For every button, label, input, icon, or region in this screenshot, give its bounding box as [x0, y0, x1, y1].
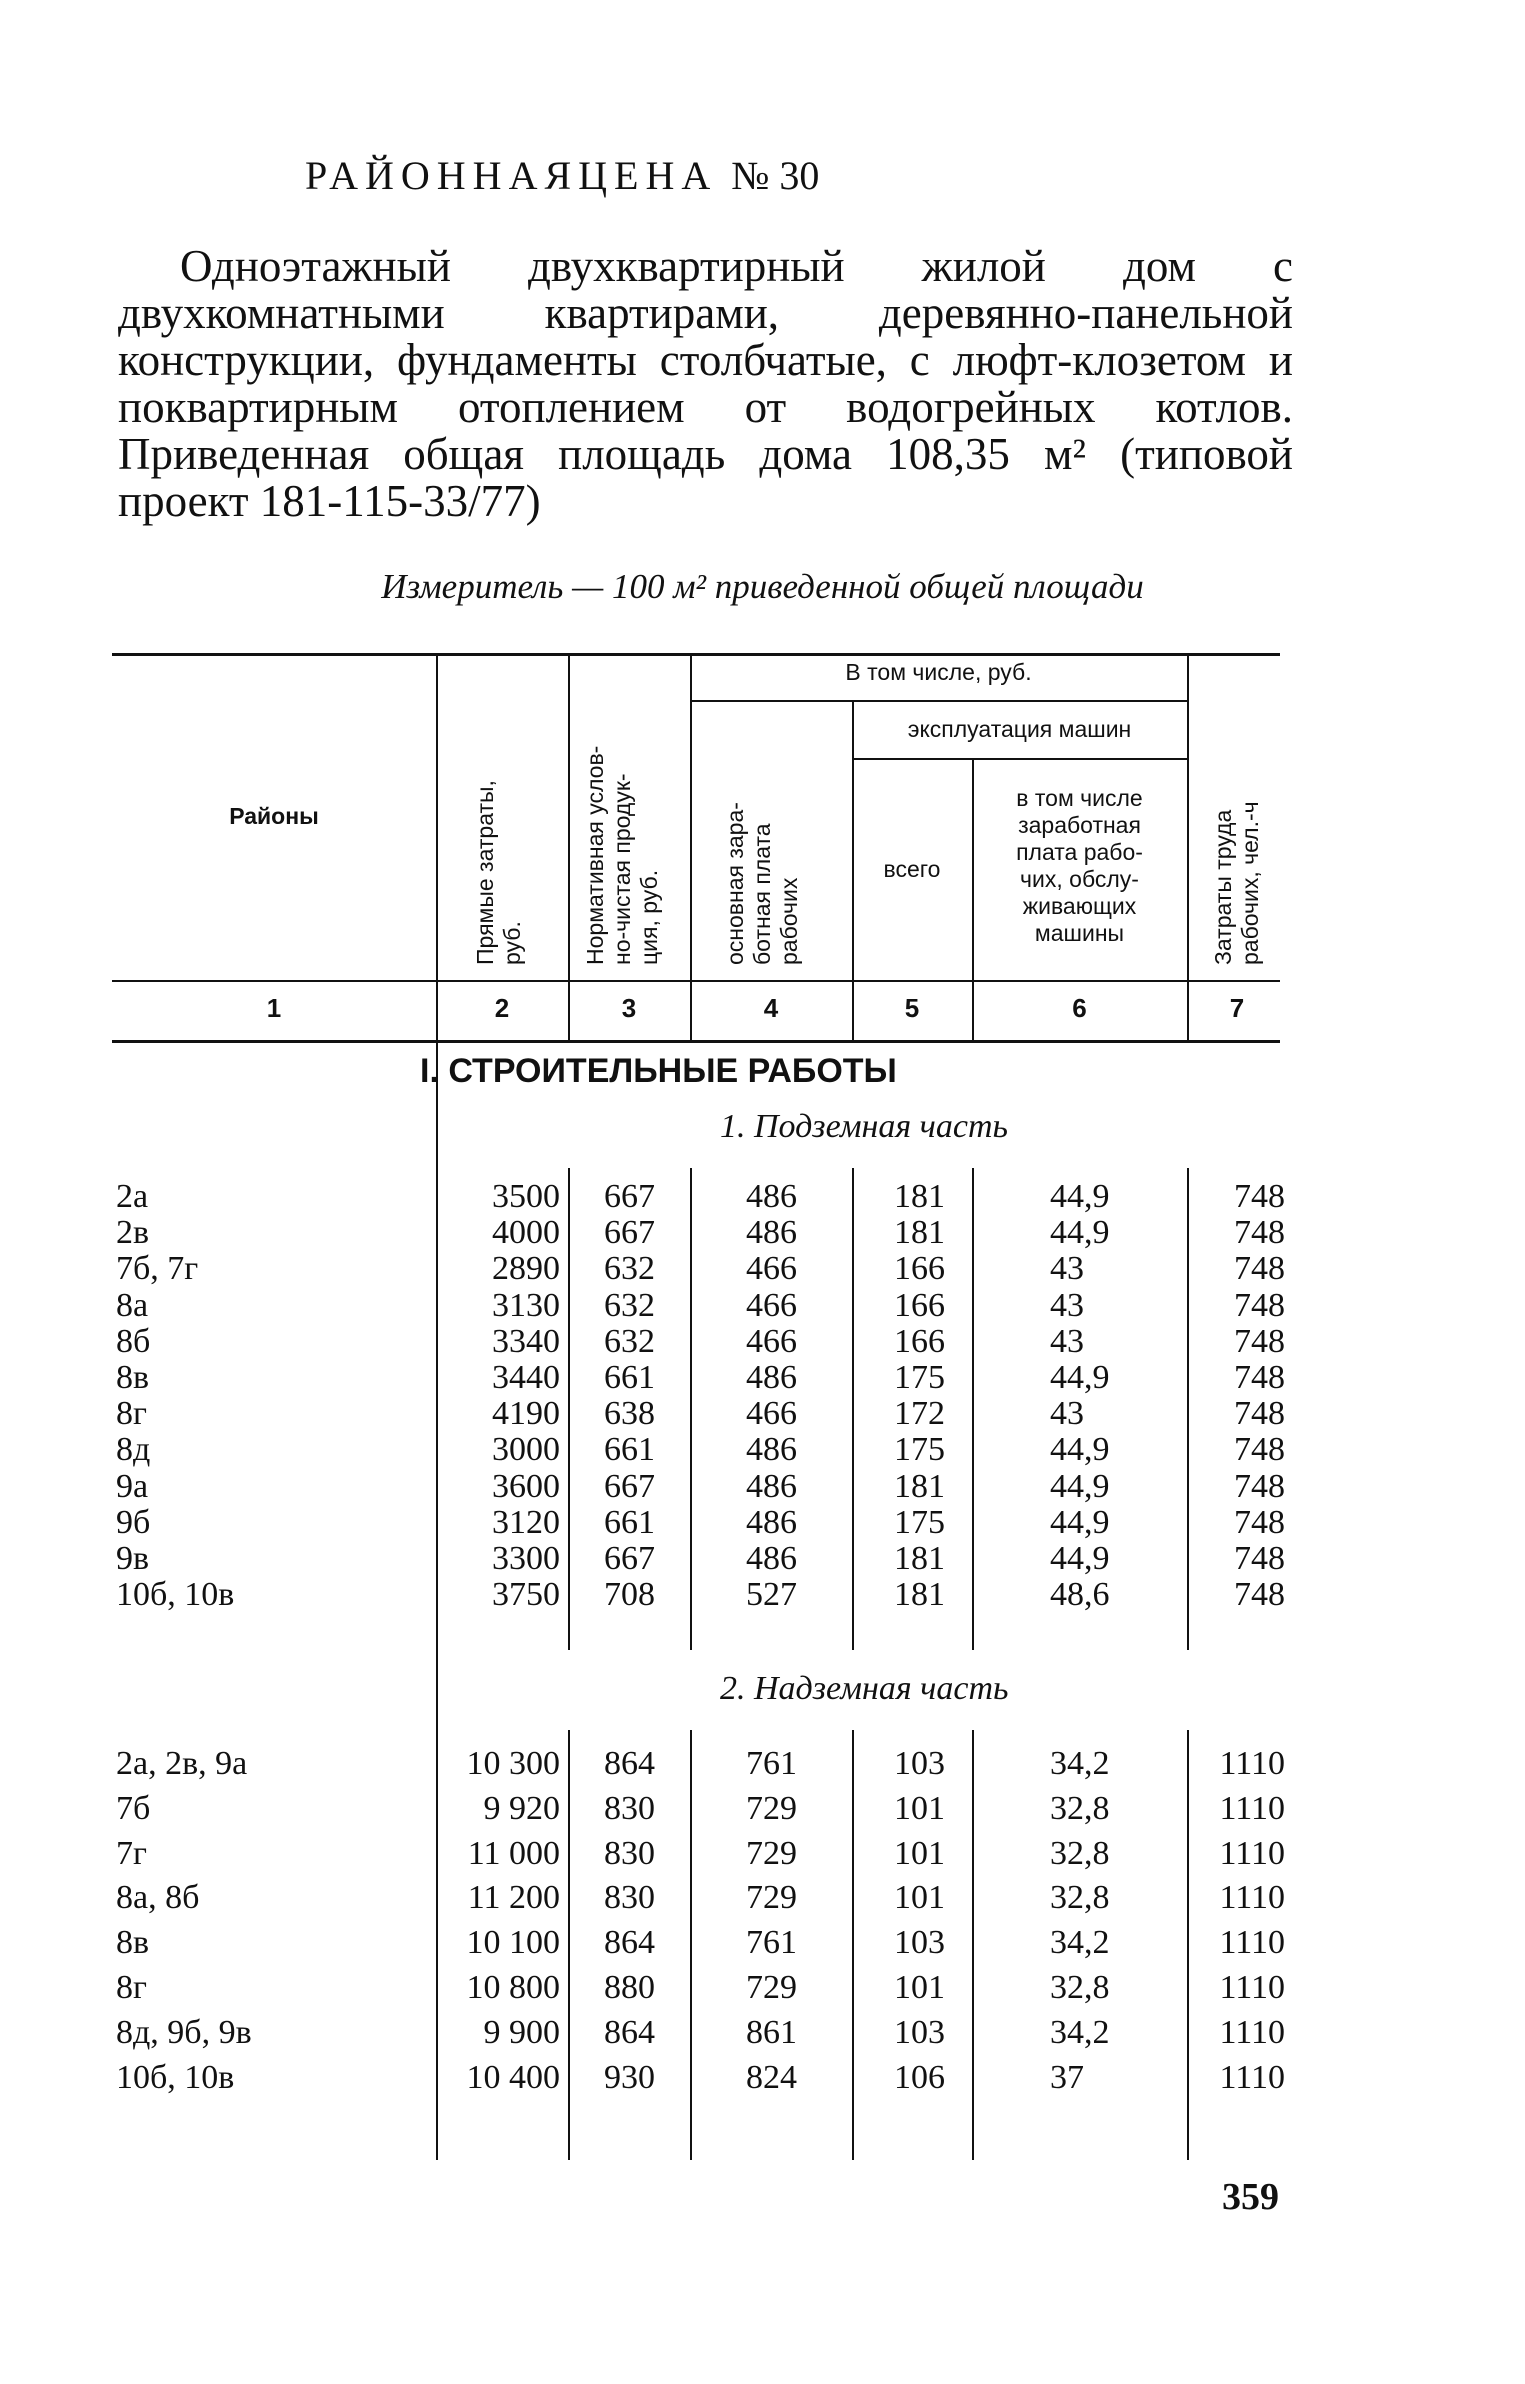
header-labor: Затраты труда рабочих, чел.-ч	[1210, 801, 1263, 965]
table-row	[0, 1395, 1525, 1431]
table-top-rule	[112, 653, 1280, 656]
machines-total-cell: 181	[894, 1576, 945, 1614]
normative-net-cell: 632	[604, 1286, 655, 1324]
title-text: РАЙОННАЯЦЕНА	[305, 153, 718, 198]
hdr-vline-6	[1187, 653, 1189, 1040]
base-wage-cell: 486	[746, 1503, 797, 1541]
table-row	[0, 2014, 1525, 2050]
colnum-7: 7	[1229, 993, 1245, 1023]
machines-total-cell: 106	[894, 2058, 945, 2096]
group-heading-underground: 1. Подземная часть	[720, 1108, 1009, 1145]
labor-cell: 1110	[1219, 1879, 1285, 1917]
header-normative-net: Нормативная услов- но-чистая продук- ция, руб.	[582, 745, 662, 965]
normative-net-cell: 638	[604, 1395, 655, 1433]
machine-wage-cell: 32,8	[1050, 1789, 1110, 1827]
colnum-2: 2	[494, 993, 510, 1023]
base-wage-cell: 761	[746, 1924, 797, 1962]
normative-net-cell: 830	[604, 1834, 655, 1872]
base-wage-cell: 466	[746, 1286, 797, 1324]
header-machine-operation: эксплуатация машин	[907, 716, 1132, 742]
header-direct-costs: Прямые затраты, руб.	[472, 780, 525, 965]
normative-net-cell: 667	[604, 1214, 655, 1252]
base-wage-cell: 466	[746, 1250, 797, 1288]
labor-cell: 748	[1234, 1540, 1285, 1577]
table-row	[0, 1504, 1525, 1540]
machines-total-cell: 103	[894, 1745, 945, 1782]
direct-costs-cell: 3300	[492, 1540, 560, 1577]
direct-costs-cell: 3340	[492, 1322, 560, 1360]
machines-total-cell: 175	[894, 1359, 945, 1396]
colnum-5: 5	[904, 993, 920, 1023]
direct-costs-cell: 9 920	[483, 1789, 560, 1827]
direct-costs-cell: 3750	[492, 1576, 560, 1614]
machine-wage-cell: 43	[1050, 1322, 1084, 1360]
machine-wage-cell: 44,9	[1050, 1214, 1110, 1252]
direct-costs-cell: 10 400	[466, 2058, 560, 2096]
table-row	[0, 1790, 1525, 1826]
labor-cell: 748	[1234, 1214, 1285, 1252]
machine-wage-cell: 43	[1050, 1250, 1084, 1288]
machine-wage-cell: 37	[1050, 2058, 1084, 2096]
description-paragraph: Одноэтажный двухквартирный жилой дом с двухкомнатными квартирами, деревянно-панельной конструкции, фундаменты столбчатые, с люфт-клозетом и поквартирным отоплением от водогрейных котлов. Приведенная общая площадь дома 108,35 м² (типовой проект 181-115-33/77)	[118, 241, 1293, 526]
region-cell: 2а	[116, 1178, 149, 1215]
base-wage-cell: 486	[746, 1359, 797, 1396]
base-wage-cell: 486	[746, 1178, 797, 1215]
machines-total-cell: 181	[894, 1540, 945, 1577]
region-cell: 8б	[116, 1322, 151, 1360]
table-row	[0, 1576, 1525, 1612]
region-cell: 2а, 2в, 9а	[116, 1745, 248, 1782]
hdr-vline-1	[436, 653, 438, 1040]
base-wage-cell: 466	[746, 1395, 797, 1433]
direct-costs-cell: 11 200	[467, 1879, 560, 1917]
direct-costs-cell: 10 100	[466, 1924, 560, 1962]
machines-total-cell: 103	[894, 2013, 945, 2051]
normative-net-cell: 632	[604, 1250, 655, 1288]
machine-wage-cell: 32,8	[1050, 1969, 1110, 2006]
table-row	[0, 1178, 1525, 1214]
labor-cell: 1110	[1219, 1745, 1285, 1782]
direct-costs-cell: 3440	[492, 1359, 560, 1396]
base-wage-cell: 527	[746, 1576, 797, 1614]
labor-cell: 748	[1234, 1431, 1285, 1469]
machines-total-cell: 166	[894, 1322, 945, 1360]
machines-total-cell: 181	[894, 1178, 945, 1215]
direct-costs-cell: 3500	[492, 1178, 560, 1215]
region-cell: 9б	[116, 1503, 151, 1541]
labor-cell: 748	[1234, 1286, 1285, 1324]
direct-costs-cell: 11 000	[467, 1834, 560, 1872]
labor-cell: 1110	[1219, 1834, 1285, 1872]
machines-total-cell: 175	[894, 1503, 945, 1541]
machine-wage-cell: 43	[1050, 1286, 1084, 1324]
base-wage-cell: 729	[746, 1834, 797, 1872]
labor-cell: 1110	[1219, 2058, 1285, 2096]
machines-total-cell: 172	[894, 1395, 945, 1433]
machine-wage-cell: 32,8	[1050, 1834, 1110, 1872]
machines-total-cell: 166	[894, 1250, 945, 1288]
table-row	[0, 1287, 1525, 1323]
table-row	[0, 1323, 1525, 1359]
colnum-3: 3	[621, 993, 637, 1023]
base-wage-cell: 466	[746, 1322, 797, 1360]
table-row	[0, 2059, 1525, 2095]
direct-costs-cell: 3600	[492, 1467, 560, 1505]
region-cell: 8д	[116, 1431, 151, 1469]
table-row	[0, 1250, 1525, 1286]
machine-wage-cell: 44,9	[1050, 1431, 1110, 1469]
machines-total-cell: 175	[894, 1431, 945, 1469]
table-row	[0, 1540, 1525, 1576]
region-cell: 10б, 10в	[116, 2058, 235, 2096]
table-row	[0, 1835, 1525, 1871]
table-row	[0, 1468, 1525, 1504]
region-cell: 8г	[116, 1395, 147, 1433]
region-cell: 7г	[116, 1834, 147, 1872]
region-cell: 8а	[116, 1286, 149, 1324]
normative-net-cell: 667	[604, 1467, 655, 1505]
labor-cell: 748	[1234, 1359, 1285, 1396]
machine-wage-cell: 34,2	[1050, 1745, 1110, 1782]
normative-net-cell: 667	[604, 1540, 655, 1577]
header-bottom-rule	[112, 980, 1280, 982]
region-cell: 8д, 9б, 9в	[116, 2013, 252, 2051]
direct-costs-cell: 2890	[492, 1250, 560, 1288]
labor-cell: 748	[1234, 1322, 1285, 1360]
machine-wage-cell: 34,2	[1050, 1924, 1110, 1962]
page-number: 359	[1222, 2176, 1279, 2218]
machine-wage-cell: 48,6	[1050, 1576, 1110, 1614]
hdr-vline-3	[690, 653, 692, 1040]
base-wage-cell: 486	[746, 1214, 797, 1252]
base-wage-cell: 729	[746, 1879, 797, 1917]
colnum-1: 1	[266, 993, 282, 1023]
normative-net-cell: 661	[604, 1503, 655, 1541]
header-base-wage: основная зара- ботная плата рабочих	[722, 802, 802, 965]
section-heading: I. СТРОИТЕЛЬНЫЕ РАБОТЫ	[420, 1052, 897, 1090]
direct-costs-cell: 4190	[492, 1395, 560, 1433]
machines-total-cell: 101	[894, 1969, 945, 2006]
colnum-6: 6	[1072, 993, 1087, 1023]
region-cell: 9а	[116, 1467, 149, 1505]
machine-wage-cell: 44,9	[1050, 1467, 1110, 1505]
normative-net-cell: 880	[604, 1969, 655, 2006]
normative-net-cell: 708	[604, 1576, 655, 1614]
normative-net-cell: 864	[604, 2013, 655, 2051]
base-wage-cell: 486	[746, 1467, 797, 1505]
machine-wage-cell: 44,9	[1050, 1359, 1110, 1396]
labor-cell: 1110	[1219, 1789, 1285, 1827]
machine-wage-cell: 44,9	[1050, 1178, 1110, 1215]
normative-net-cell: 830	[604, 1879, 655, 1917]
machine-wage-cell: 43	[1050, 1395, 1084, 1433]
base-wage-cell: 486	[746, 1540, 797, 1577]
table-row	[0, 1745, 1525, 1781]
machines-total-cell: 181	[894, 1467, 945, 1505]
direct-costs-cell: 10 300	[466, 1745, 560, 1782]
normative-net-cell: 661	[604, 1359, 655, 1396]
direct-costs-cell: 3000	[492, 1431, 560, 1469]
machine-wage-cell: 32,8	[1050, 1879, 1110, 1917]
base-wage-cell: 861	[746, 2013, 797, 2051]
base-wage-cell: 729	[746, 1969, 797, 2006]
machines-total-cell: 101	[894, 1834, 945, 1872]
direct-costs-cell: 3120	[492, 1503, 560, 1541]
region-cell: 10б, 10в	[116, 1576, 235, 1614]
labor-cell: 748	[1234, 1576, 1285, 1614]
table-row	[0, 1431, 1525, 1467]
region-cell: 7б, 7г	[116, 1250, 199, 1288]
normative-net-cell: 632	[604, 1322, 655, 1360]
colnum-4: 4	[763, 993, 779, 1023]
labor-cell: 748	[1234, 1250, 1285, 1288]
header-including: В том числе, руб.	[845, 659, 1032, 685]
machine-wage-cell: 34,2	[1050, 2013, 1110, 2051]
region-cell: 9в	[116, 1540, 150, 1577]
machine-wage-cell: 44,9	[1050, 1503, 1110, 1541]
direct-costs-cell: 4000	[492, 1214, 560, 1252]
normative-net-cell: 830	[604, 1789, 655, 1827]
region-cell: 8в	[116, 1359, 150, 1396]
region-cell: 8а, 8б	[116, 1879, 200, 1917]
base-wage-cell: 761	[746, 1745, 797, 1782]
machines-total-cell: 101	[894, 1879, 945, 1917]
table-row	[0, 1214, 1525, 1250]
header-total: всего	[883, 856, 941, 882]
header-machine-wage: в том числе заработная плата рабо- чих, обслу- живающих машины	[1016, 785, 1143, 946]
region-cell: 8в	[116, 1924, 150, 1962]
labor-cell: 748	[1234, 1178, 1285, 1215]
region-cell: 8г	[116, 1969, 147, 2006]
machines-rule	[852, 758, 1187, 760]
labor-cell: 748	[1234, 1395, 1285, 1433]
title-number: № 30	[731, 153, 820, 198]
labor-cell: 1110	[1219, 1969, 1285, 2006]
meter-caption: Измеритель — 100 м² приведенной общей площади	[381, 567, 1144, 606]
machines-total-cell: 166	[894, 1286, 945, 1324]
machines-total-cell: 181	[894, 1214, 945, 1252]
including-rule	[690, 700, 1187, 702]
table-row	[0, 1359, 1525, 1395]
labor-cell: 1110	[1219, 2013, 1285, 2051]
page-title	[305, 152, 819, 199]
table-row	[0, 1969, 1525, 2005]
direct-costs-cell: 3130	[492, 1286, 560, 1324]
machine-wage-cell: 44,9	[1050, 1540, 1110, 1577]
header-regions: Районы	[229, 803, 319, 829]
region-cell: 7б	[116, 1789, 151, 1827]
group-heading-aboveground: 2. Надземная часть	[720, 1670, 1009, 1707]
direct-costs-cell: 9 900	[483, 2013, 560, 2051]
base-wage-cell: 824	[746, 2058, 797, 2096]
table-row	[0, 1879, 1525, 1915]
table-row	[0, 1924, 1525, 1960]
normative-net-cell: 930	[604, 2058, 655, 2096]
machines-total-cell: 103	[894, 1924, 945, 1962]
normative-net-cell: 667	[604, 1178, 655, 1215]
hdr-vline-2	[568, 653, 570, 1040]
region-cell: 2в	[116, 1214, 150, 1252]
base-wage-cell: 729	[746, 1789, 797, 1827]
colnum-bottom-rule	[112, 1040, 1280, 1043]
normative-net-cell: 864	[604, 1924, 655, 1962]
normative-net-cell: 864	[604, 1745, 655, 1782]
labor-cell: 748	[1234, 1467, 1285, 1505]
base-wage-cell: 486	[746, 1431, 797, 1469]
labor-cell: 1110	[1219, 1924, 1285, 1962]
labor-cell: 748	[1234, 1503, 1285, 1541]
direct-costs-cell: 10 800	[466, 1969, 560, 2006]
normative-net-cell: 661	[604, 1431, 655, 1469]
machines-total-cell: 101	[894, 1789, 945, 1827]
